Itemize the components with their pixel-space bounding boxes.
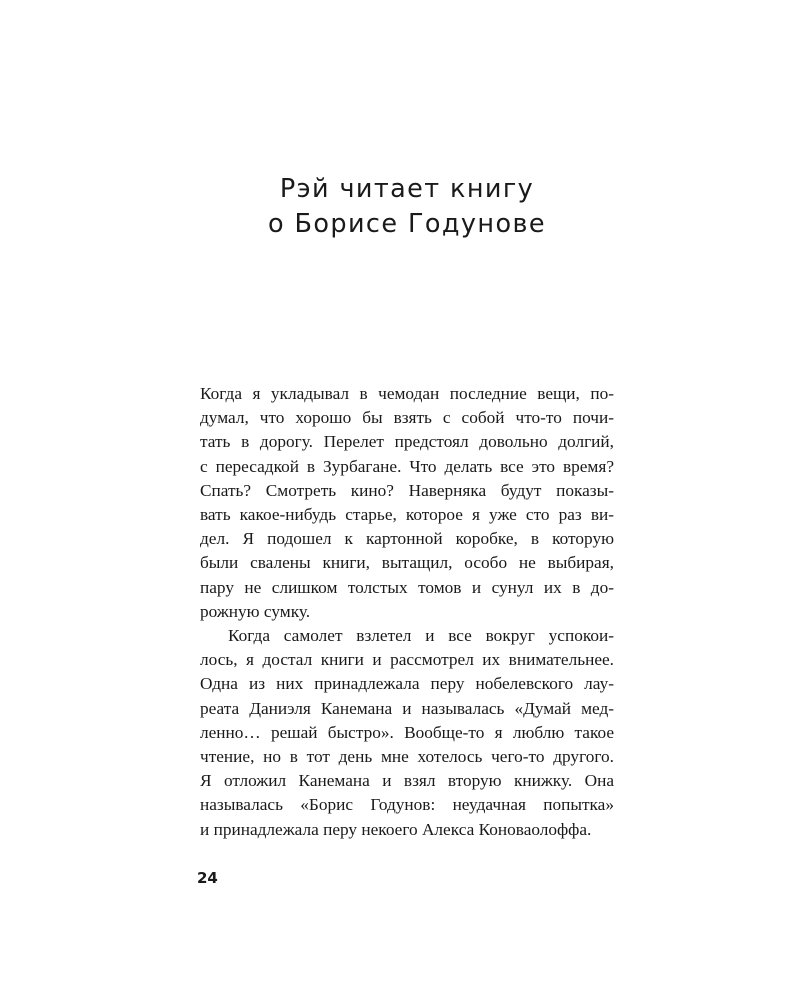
text-line: Одна из них принадлежала перу нобелевского лау-	[200, 674, 614, 694]
text-line: вать какое-нибудь старье, которое я уже сто раз ви-	[200, 505, 614, 525]
text-line: Спать? Смотреть кино? Наверняка будут показы-	[200, 480, 614, 500]
paragraph	[200, 382, 614, 624]
page-number: 24	[197, 869, 218, 887]
text-line: с пересадкой в Зурбагане. Что делать все это время?	[200, 456, 614, 476]
text-line: Когда я укладывал в чемодан последние вещи, по-	[200, 384, 614, 403]
text-line: Когда самолет взлетел и все вокруг успокои-	[228, 626, 614, 646]
body-text	[200, 382, 614, 842]
text-line: называлась «Борис Годунов: неудачная попытка»	[200, 795, 614, 815]
paragraph	[200, 624, 614, 842]
text-line: реата Даниэля Канемана и называлась «Думай мед-	[200, 698, 614, 718]
text-line: дел. Я подошел к картонной коробке, в которую	[200, 529, 614, 549]
text-line: были свалены книги, вытащил, особо не выбирая,	[200, 553, 614, 573]
chapter-title-line: Рэй читает книгу	[279, 174, 535, 204]
text-line: тать в дорогу. Перелет предстоял довольно долгий,	[200, 432, 614, 452]
text-line: думал, что хорошо бы взять с собой что-то почи-	[200, 408, 614, 428]
text-line: чтение, но в тот день мне хотелось чего-то другого.	[200, 747, 614, 767]
chapter-title	[0, 172, 800, 242]
chapter-title-line: о Борисе Годунове	[267, 209, 547, 239]
text-line: ленно… решай быстро». Вообще-то я люблю такое	[200, 722, 614, 742]
text-line: Я отложил Канемана и взял вторую книжку. Она	[200, 771, 614, 791]
text-line: и принадлежала перу некоего Алекса Коноваолоффа.	[200, 819, 592, 839]
text-line: лось, я достал книги и рассмотрел их внимательнее.	[200, 650, 614, 670]
text-line: рожную сумку.	[200, 601, 311, 621]
text-line: пару не слишком толстых томов и сунул их в до-	[200, 577, 614, 597]
